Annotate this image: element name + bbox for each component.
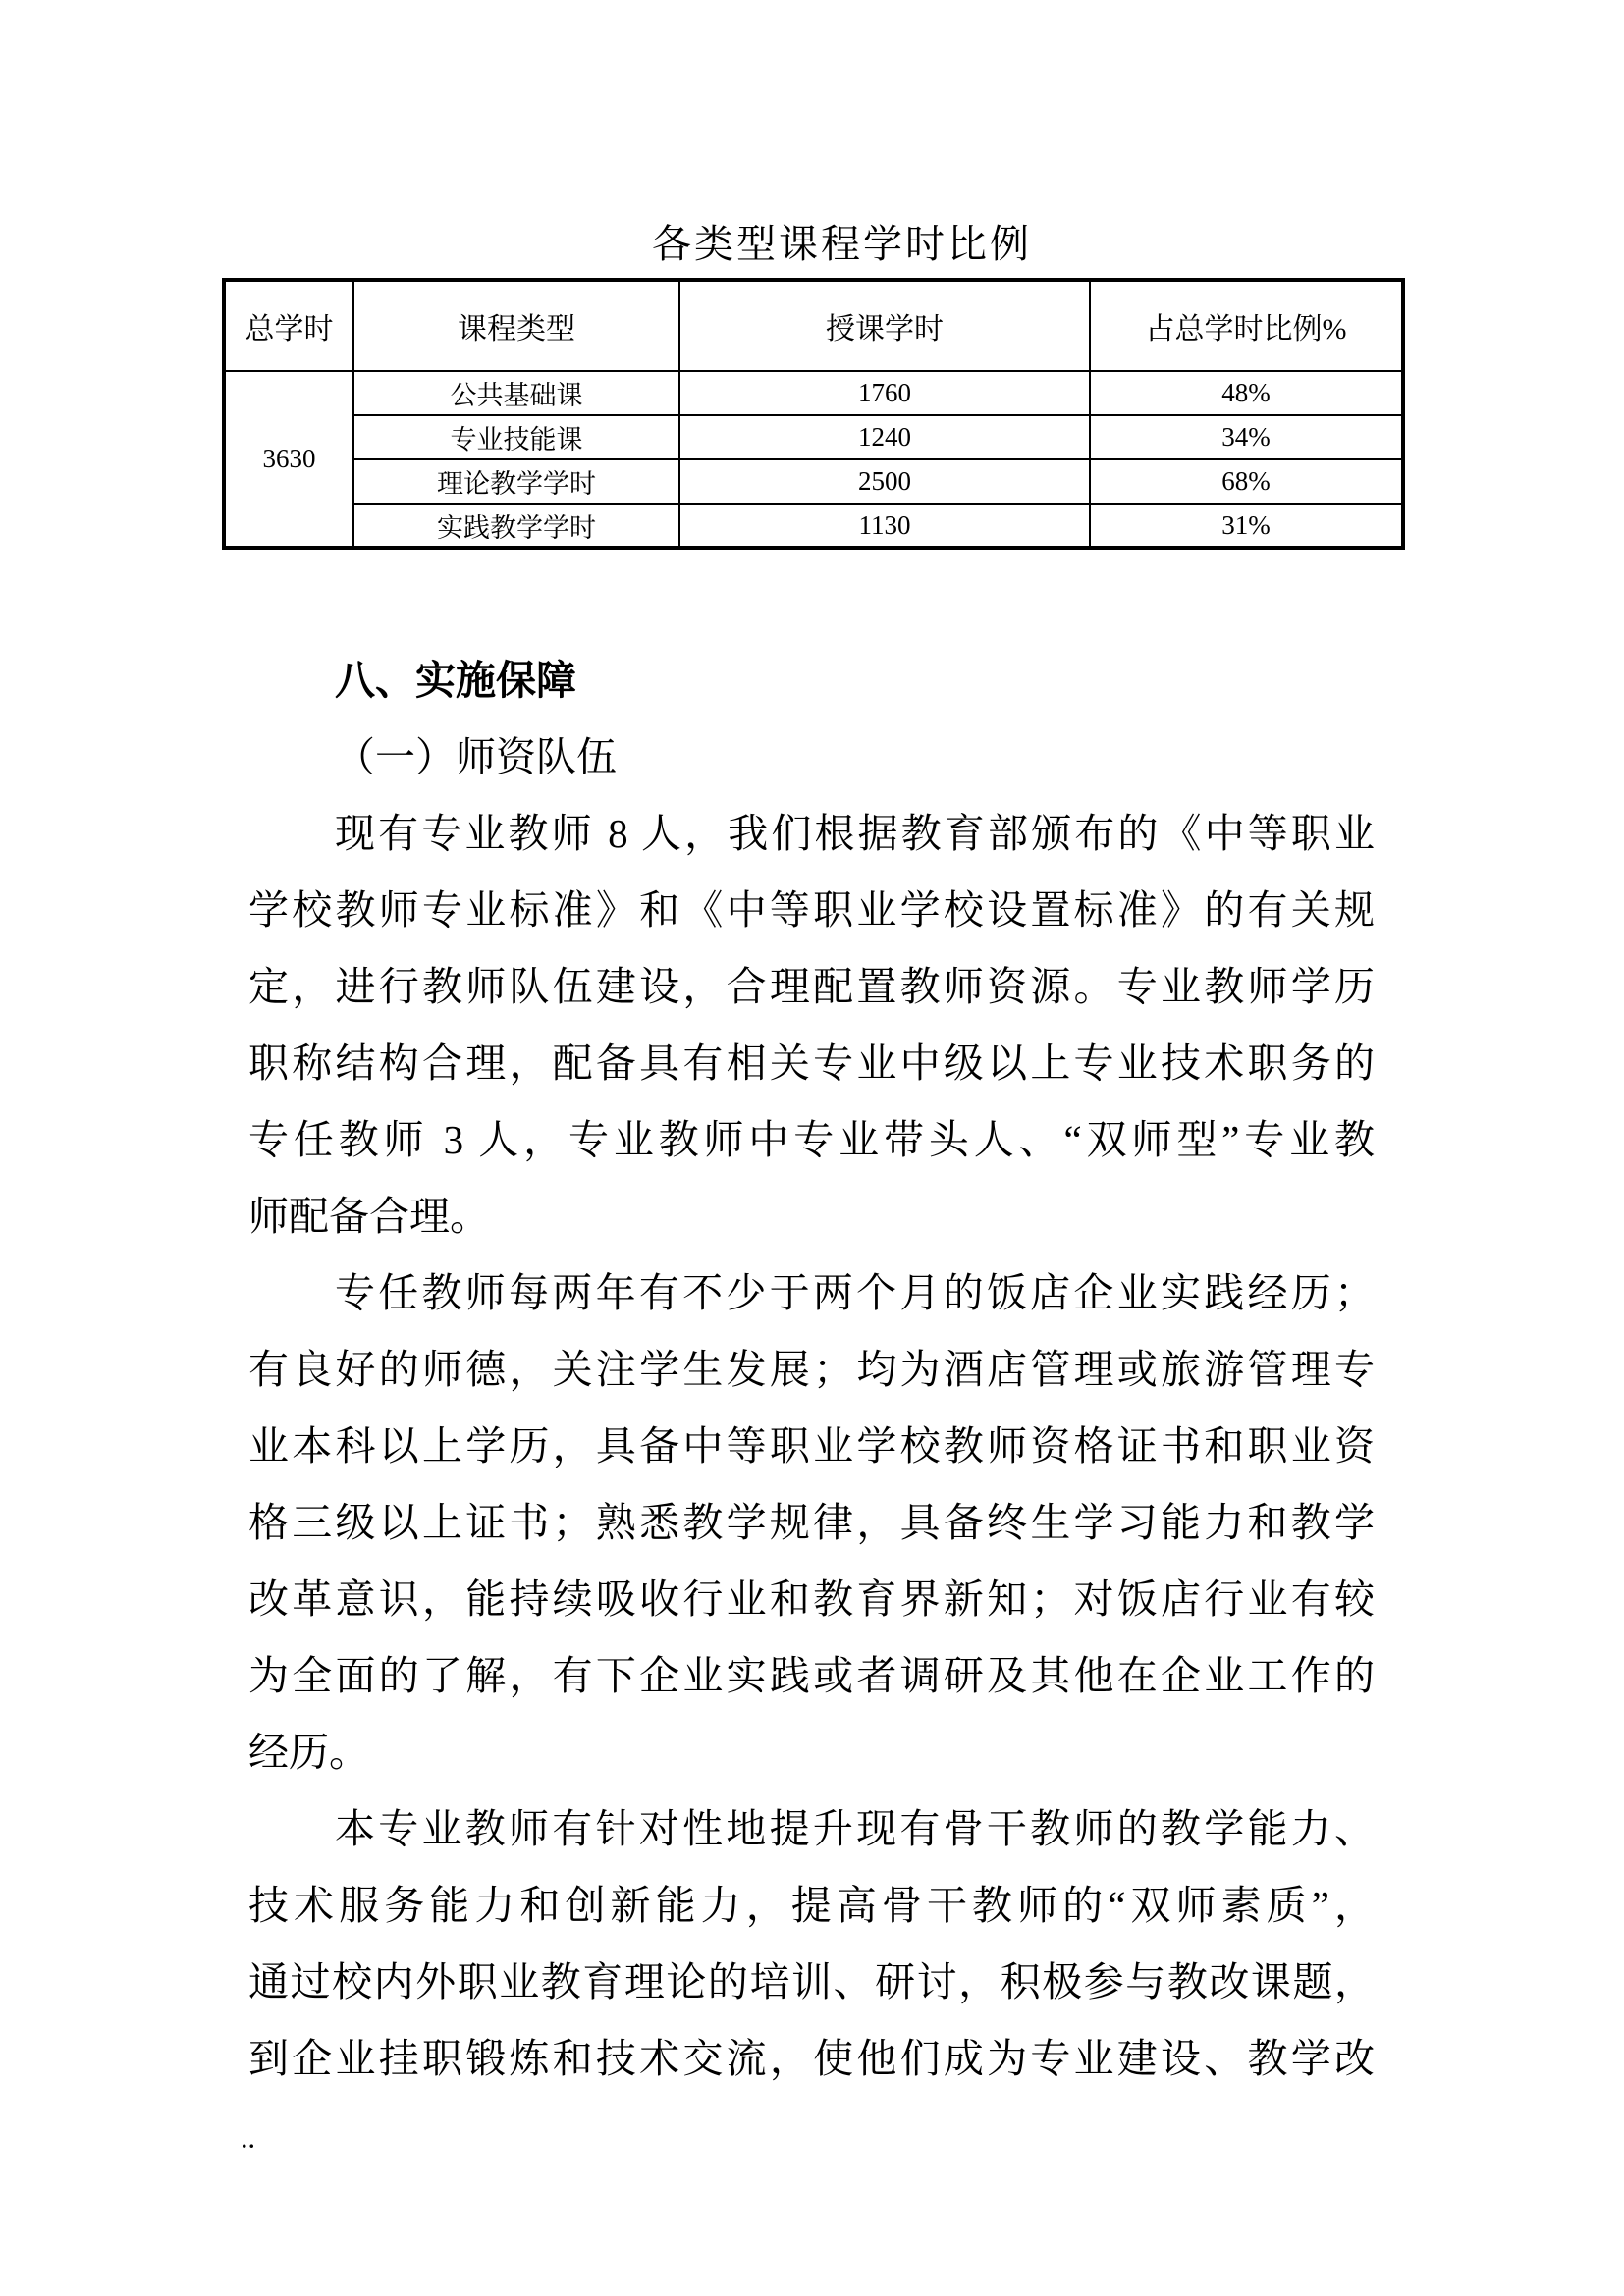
body-line: 格三级以上证书；熟悉教学规律，具备终生学习能力和教学 <box>248 1500 1375 1545</box>
cell-course-type: 实践教学学时 <box>353 504 679 548</box>
subsection-heading: （一）师资队伍 <box>335 734 617 779</box>
table-row <box>224 371 1403 415</box>
cell-course-type: 专业技能课 <box>353 415 679 459</box>
body-line: 本专业教师有针对性地提升现有骨干教师的教学能力、 <box>335 1806 1375 1851</box>
cell-course-type: 公共基础课 <box>353 371 679 415</box>
body-line: 专任教师每两年有不少于两个月的饭店企业实践经历； <box>335 1270 1375 1315</box>
body-line: 到企业挂职锻炼和技术交流，使他们成为专业建设、教学改 <box>248 2036 1375 2081</box>
cell-course-type: 理论教学学时 <box>353 459 679 504</box>
body-line: 定，进行教师队伍建设，合理配置教师资源。专业教师学历 <box>248 964 1375 1009</box>
footnote-mark: .. <box>242 2128 256 2153</box>
header-teaching-hours: 授课学时 <box>679 280 1090 371</box>
body-line: 学校教师专业标准》和《中等职业学校设置标准》的有关规 <box>248 887 1375 933</box>
section-heading: 八、实施保障 <box>335 658 576 703</box>
body-line: 师配备合理。 <box>248 1194 490 1239</box>
table-row <box>224 459 1403 504</box>
cell-teaching-hours: 1240 <box>679 415 1090 459</box>
body-line: 技术服务能力和创新能力，提高骨干教师的“双师素质”， <box>248 1883 1375 1928</box>
cell-percent: 31% <box>1090 504 1403 548</box>
body-line: 改革意识，能持续吸收行业和教育界新知；对饭店行业有较 <box>248 1576 1375 1622</box>
header-course-type: 课程类型 <box>353 280 679 371</box>
cell-percent: 34% <box>1090 415 1403 459</box>
cell-teaching-hours: 2500 <box>679 459 1090 504</box>
body-text <box>248 642 1375 2097</box>
table-title: 各类型课程学时比例 <box>652 222 1032 266</box>
body-line: 有良好的师德，关注学生发展；均为酒店管理或旅游管理专 <box>248 1347 1375 1392</box>
cell-teaching-hours: 1130 <box>679 504 1090 548</box>
body-line: 业本科以上学历，具备中等职业学校教师资格证书和职业资 <box>248 1423 1375 1468</box>
body-line: 职称结构合理，配备具有相关专业中级以上专业技术职务的 <box>248 1041 1375 1086</box>
header-total-hours: 总学时 <box>224 280 353 371</box>
cell-percent: 48% <box>1090 371 1403 415</box>
cell-percent: 68% <box>1090 459 1403 504</box>
course-hours-table <box>222 278 1405 550</box>
cell-teaching-hours: 1760 <box>679 371 1090 415</box>
header-percent-of-total: 占总学时比例% <box>1090 280 1403 371</box>
table-row <box>224 415 1403 459</box>
body-line: 现有专业教师 8 人，我们根据教育部颁布的《中等职业 <box>335 811 1375 856</box>
body-line: 专任教师 3 人，专业教师中专业带头人、“双师型”专业教 <box>248 1117 1375 1162</box>
total-hours-value: 3630 <box>224 371 353 548</box>
body-line: 为全面的了解，有下企业实践或者调研及其他在企业工作的 <box>248 1653 1375 1698</box>
table-row <box>224 504 1403 548</box>
body-line: 通过校内外职业教育理论的培训、研讨，积极参与教改课题， <box>248 1959 1375 2004</box>
table-header-row <box>224 280 1403 371</box>
body-line: 经历。 <box>248 1730 369 1775</box>
